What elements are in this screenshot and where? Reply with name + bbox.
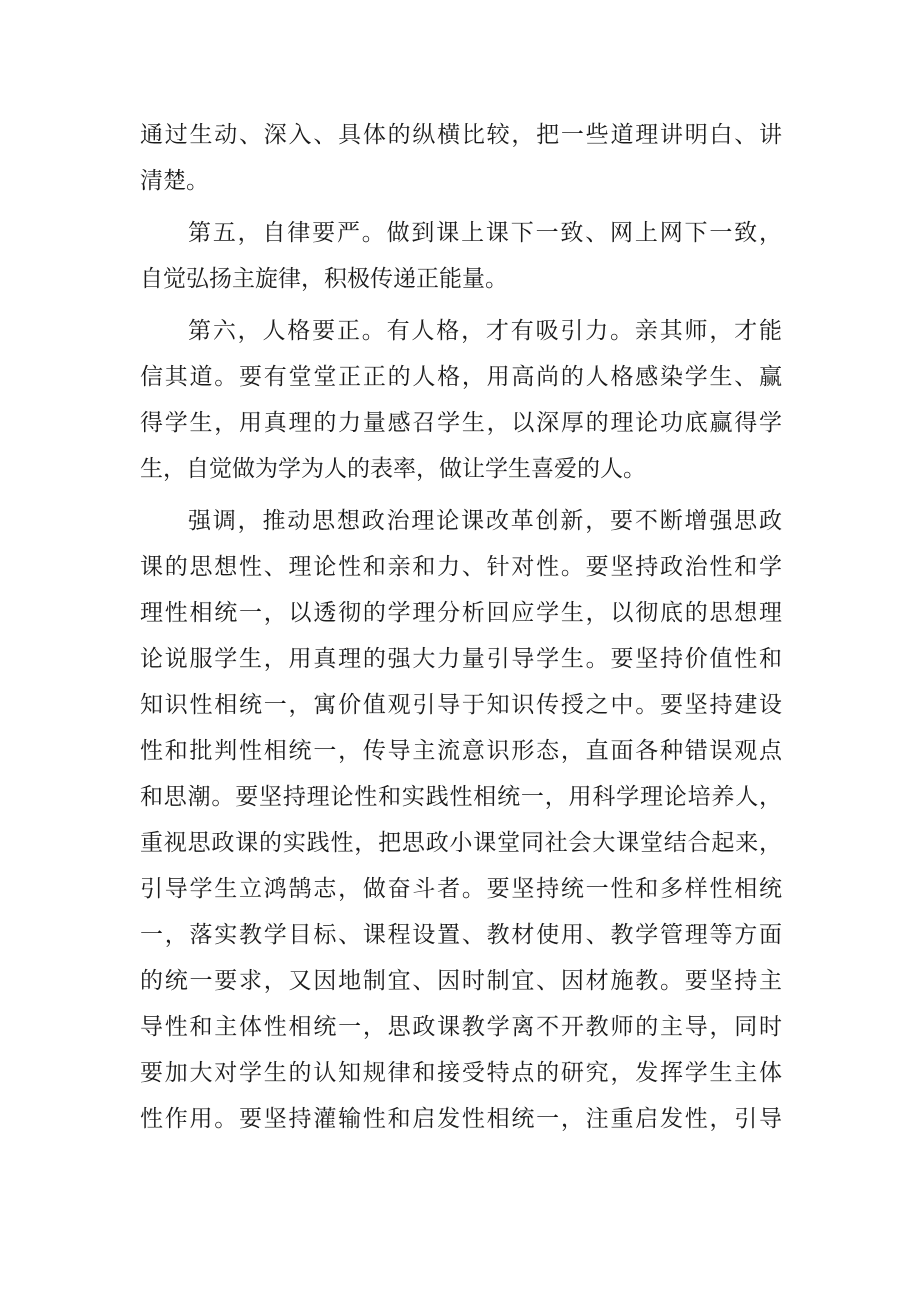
text-line: 强调，推动思想政治理论课改革创新，要不断增强思政 (188, 508, 782, 534)
text-line: 第五，自律要严。做到课上课下一致、网上网下一致， (188, 220, 782, 246)
text-line: 和思潮。要坚持理论性和实践性相统一，用科学理论培养人， (140, 784, 782, 810)
text-line: 生，自觉做为学为人的表率，做让学生喜爱的人。 (140, 456, 646, 482)
text-line: 信其道。要有堂堂正正的人格，用高尚的人格感染学生、赢 (140, 364, 782, 390)
paragraph (140, 112, 782, 204)
text-line: 第六，人格要正。有人格，才有吸引力。亲其师，才能 (188, 318, 782, 344)
text-line: 理性相统一，以透彻的学理分析回应学生，以彻底的思想理 (140, 600, 782, 626)
paragraph (140, 498, 782, 1142)
text-line: 课的思想性、理论性和亲和力、针对性。要坚持政治性和学 (140, 554, 782, 580)
document-body (140, 112, 782, 1142)
text-line: 清楚。 (140, 168, 209, 194)
text-line: 论说服学生，用真理的强大力量引导学生。要坚持价值性和 (140, 646, 782, 672)
text-line: 得学生，用真理的力量感召学生，以深厚的理论功底赢得学 (140, 410, 782, 436)
paragraph (140, 308, 782, 492)
text-line: 知识性相统一，寓价值观引导于知识传授之中。要坚持建设 (140, 692, 782, 718)
text-line: 要加大对学生的认知规律和接受特点的研究，发挥学生主体 (140, 1060, 782, 1086)
text-line: 的统一要求，又因地制宜、因时制宜、因材施教。要坚持主 (140, 968, 782, 994)
text-line: 重视思政课的实践性，把思政小课堂同社会大课堂结合起来， (140, 830, 782, 856)
text-line: 导性和主体性相统一，思政课教学离不开教师的主导，同时 (140, 1014, 782, 1040)
text-line: 自觉弘扬主旋律，积极传递正能量。 (140, 266, 508, 292)
text-line: 通过生动、深入、具体的纵横比较，把一些道理讲明白、讲 (140, 122, 782, 148)
text-line: 性和批判性相统一，传导主流意识形态，直面各种错误观点 (140, 738, 782, 764)
paragraph (140, 210, 782, 302)
text-line: 引导学生立鸿鹄志，做奋斗者。要坚持统一性和多样性相统 (140, 876, 782, 902)
text-line: 性作用。要坚持灌输性和启发性相统一，注重启发性，引导 (140, 1106, 782, 1132)
text-line: 一，落实教学目标、课程设置、教材使用、教学管理等方面 (140, 922, 782, 948)
